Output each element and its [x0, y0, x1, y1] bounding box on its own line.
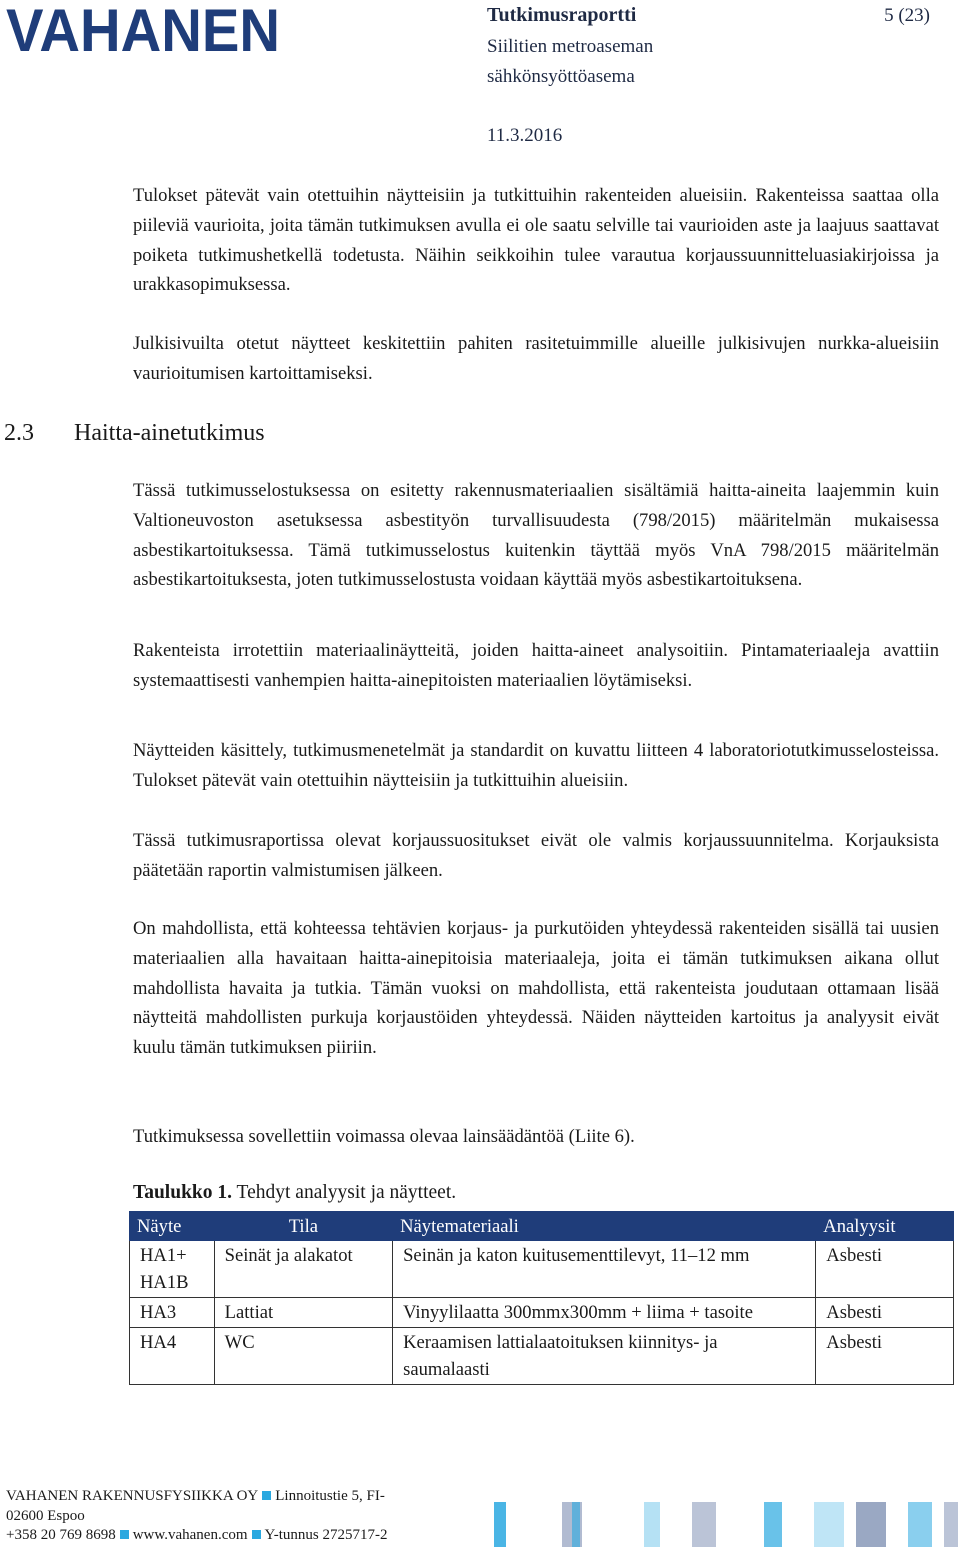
table-cell: Seinät ja alakatot	[214, 1241, 392, 1298]
footer-website: www.vahanen.com	[132, 1527, 248, 1543]
footer-address-2: 02600 Espoo	[6, 1508, 85, 1524]
footer-phone: +358 20 769 8698	[6, 1527, 116, 1543]
square-bullet-icon	[262, 1491, 271, 1500]
footer-line-1	[6, 1488, 385, 1505]
footer-line-3	[6, 1527, 387, 1544]
section-number: 2.3	[4, 420, 34, 446]
column-header: Näytemateriaali	[393, 1212, 816, 1241]
paragraph-facade-samples: Julkisivuilta otetut näytteet keskitettiin pahiten rasitetuimmille alueille julkisivujen nurkka-alueisiin vaurioitumisen kartoittamiseksi.	[133, 333, 939, 384]
column-header: Analyysit	[816, 1212, 954, 1241]
table-cell: Lattiat	[214, 1298, 392, 1328]
analyses-table	[129, 1211, 954, 1385]
table-row	[130, 1298, 954, 1328]
column-header: Tila	[214, 1212, 392, 1241]
table-cell: Asbesti	[816, 1328, 954, 1385]
report-date: 11.3.2016	[487, 125, 563, 146]
svg-text:VAHANEN: VAHANEN	[6, 2, 280, 58]
paragraph-scope: Tässä tutkimusselostuksessa on esitetty rakennusmateriaalien sisältämiä haitta-aineita laajemmin kuin Valtioneuvoston asetuksessa asbestityön turvallisuudesta (798/2015) määritelmän mukaisessa asbestikartoituksessa. Tämä tutkimusselostus kuitenkin täyttää myös VnA 798/2015 määritelmän asbestikartoituksesta, joten tutkimusselostusta voidaan käyttää myös asbestikartoituksena.	[133, 480, 939, 591]
footer-decoration-bars	[492, 1502, 960, 1547]
table-cell: Asbesti	[816, 1241, 954, 1298]
paragraph-sampling: Rakenteista irrotettiin materiaalinäytteitä, joiden haitta-aineet analysoitiin. Pintamateriaaleja avattiin systemaattisesti vanhempien haitta-ainepitoisten materiaalien löytämiseksi.	[133, 640, 939, 691]
paragraph-results-validity: Tulokset pätevät vain otettuihin näytteisiin ja tutkittuihin rakenteiden alueisiin. Rakenteissa saattaa olla piileviä vaurioita, joita tämän tutkimuksen avulla ei ole saatu selville tai vaurioiden aste ja laajuus saattavat poiketa tutkimushetkellä todetusta. Näihin seikkoihin tulee varautua korjaussuunnitteluasiakirjoissa ja urakkasopimuksessa.	[133, 185, 939, 296]
footer-line-2	[6, 1508, 85, 1525]
square-bullet-icon	[120, 1530, 129, 1539]
table-cell: Vinyylilaatta 300mmx300mm + liima + tasoite	[393, 1298, 816, 1328]
vahanen-logo	[6, 2, 282, 58]
table-cell: HA3	[130, 1298, 215, 1328]
table-cell: Seinän ja katon kuitusementtilevyt, 11–12 mm	[393, 1241, 816, 1298]
square-bullet-icon	[252, 1530, 261, 1539]
paragraph-recommendations: Tässä tutkimusraportissa olevat korjaussuositukset eivät ole valmis korjaussuunnitelma. Korjauksista päätetään raportin valmistumisen jälkeen.	[133, 830, 939, 881]
table-row	[130, 1241, 954, 1298]
column-header: Näyte	[130, 1212, 215, 1241]
subject-line-2: sähkönsyöttöasema	[487, 66, 635, 87]
section-title: Haitta-ainetutkimus	[74, 420, 265, 446]
paragraph-legislation: Tutkimuksessa sovellettiin voimassa olevaa lainsäädäntöä (Liite 6).	[133, 1126, 635, 1147]
table-cell: Keraamisen lattialaatoituksen kiinnitys- ja saumalaasti	[393, 1328, 816, 1385]
page-number: 5 (23)	[884, 5, 930, 26]
section-heading	[4, 420, 265, 447]
table-cell: HA4	[130, 1328, 215, 1385]
paragraph-methods: Näytteiden käsittely, tutkimusmenetelmät ja standardit on kuvattu liitteen 4 laboratoriotutkimusselosteissa. Tulokset pätevät vain otettuihin näytteisiin ja tutkittuihin alueisiin.	[133, 740, 939, 791]
table-caption-label: Taulukko 1.	[133, 1182, 233, 1203]
footer-address-1: Linnoitustie 5, FI-	[275, 1488, 385, 1504]
footer-company: VAHANEN RAKENNUSFYSIIKKA OY	[6, 1488, 259, 1504]
subject-line-1: Siilitien metroaseman	[487, 36, 654, 57]
footer-business-id: Y-tunnus 2725717-2	[264, 1527, 388, 1543]
paragraph-possible-findings: On mahdollista, että kohteessa tehtävien korjaus- ja purkutöiden yhteydessä rakenteiden sisällä tai uusien materiaalien alla havaitaan haitta-ainepitoisia materiaaleja, joita ei tämän tutkimuksen aikana ollut mahdollista havaita ja tutkia. Tämän vuoksi on mahdollista, että rakenteista joudutaan ottamaan lisää näytteitä mahdollisten purkuja korjaustöiden yhteydessä. Näiden näytteiden kartoitus ja analyysit eivät kuulu tämän tutkimuksen piiriin.	[133, 918, 939, 1059]
table-cell: HA1+ HA1B	[130, 1241, 215, 1298]
table-cell: Asbesti	[816, 1298, 954, 1328]
table-row	[130, 1328, 954, 1385]
table-caption	[133, 1182, 456, 1204]
table-caption-text: Tehdyt analyysit ja näytteet.	[236, 1182, 457, 1203]
table-header-row	[130, 1212, 954, 1241]
table-cell: WC	[214, 1328, 392, 1385]
report-type: Tutkimusraportti	[487, 4, 637, 26]
